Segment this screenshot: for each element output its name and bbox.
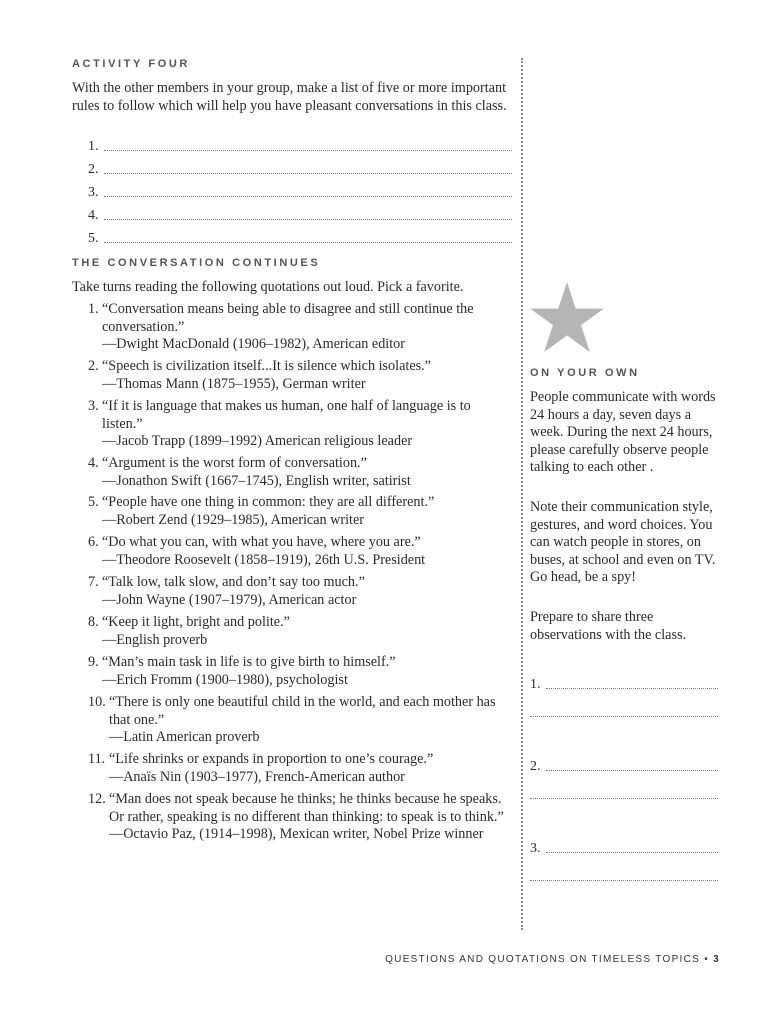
column-divider — [521, 58, 523, 930]
quote-item — [88, 791, 518, 844]
rule-line-5 — [88, 230, 512, 247]
rule-line-4 — [88, 207, 512, 224]
conversation-heading: THE CONVERSATION CONTINUES — [72, 257, 321, 269]
quote-text: “Man’s main task in life is to give birth to himself.” — [102, 654, 396, 670]
quote-attribution: —Latin American proverb — [109, 729, 260, 745]
quote-text: “Conversation means being able to disagree and still continue the conversation.” — [102, 301, 474, 335]
quote-number: 9. — [88, 654, 99, 670]
footer-title: QUESTIONS AND QUOTATIONS ON TIMELESS TOPICS — [385, 954, 701, 965]
quote-attribution: —Jonathon Swift (1667–1745), English writer, satirist — [102, 472, 411, 489]
quote-attribution: —Theodore Roosevelt (1858–1919), 26th U.S. President — [102, 551, 426, 568]
quote-text: “People have one thing in common: they are all different.” — [102, 494, 435, 510]
quote-item — [88, 574, 508, 609]
quote-item — [88, 358, 508, 393]
activity-instructions: With the other members in your group, make a list of five or more important rules to follow which will help you have pleasant conversations in this class. — [72, 80, 507, 114]
quote-number: 5. — [88, 494, 99, 510]
quote-attribution: —Thomas Mann (1875–1955), German writer — [102, 375, 366, 392]
quote-item — [88, 751, 508, 786]
quote-text: “There is only one beautiful child in the world, and each mother has that one.” — [109, 694, 496, 728]
quote-item — [88, 301, 508, 354]
quote-attribution: —Jacob Trapp (1899–1992) American religious leader — [102, 433, 413, 449]
page-number: 3 — [713, 954, 720, 965]
quote-item — [88, 614, 508, 649]
rule-number: 4. — [88, 208, 99, 223]
observation-continuation-line — [530, 798, 718, 803]
rule-number: 5. — [88, 231, 99, 246]
quote-text: “If it is language that makes us human, one half of language is to listen.” — [102, 398, 471, 432]
page-footer — [385, 954, 720, 965]
quote-item — [88, 494, 508, 529]
observation-number: 3. — [530, 841, 541, 856]
on-your-own-heading: ON YOUR OWN — [530, 367, 640, 379]
rule-line-1 — [88, 138, 512, 155]
quote-item — [88, 534, 508, 569]
conversation-intro: Take turns reading the following quotations out loud. Pick a favorite. — [72, 279, 464, 295]
rule-number: 1. — [88, 139, 99, 154]
rule-number: 3. — [88, 185, 99, 200]
star-icon — [530, 282, 604, 352]
quote-item — [88, 654, 508, 689]
quote-number: 2. — [88, 358, 99, 374]
sidebar-paragraph: People communicate with words 24 hours a day, seven days a week. During the next 24 hours, please carefully observe people talking to each other . — [530, 389, 716, 475]
quote-text: “Do what you can, with what you have, where you are.” — [102, 534, 421, 550]
quote-number: 7. — [88, 574, 99, 590]
rule-line-3 — [88, 184, 512, 201]
quote-item — [88, 455, 508, 490]
quote-number: 4. — [88, 455, 99, 471]
observation-continuation-line — [530, 716, 718, 721]
rule-number: 2. — [88, 162, 99, 177]
quote-text: “Speech is civilization itself...It is silence which isolates.” — [102, 358, 431, 374]
quote-item — [88, 398, 508, 451]
quote-text: “Keep it light, bright and polite.” — [102, 614, 290, 630]
quote-number: 11. — [88, 751, 106, 767]
quote-number: 3. — [88, 398, 99, 414]
quote-attribution: —Anaïs Nin (1903–1977), French-American author — [109, 768, 405, 785]
quote-item — [88, 694, 508, 747]
activity-heading: ACTIVITY FOUR — [72, 58, 190, 70]
quote-text: “Man does not speak because he thinks; he thinks because he speaks. Or rather, speaking is no different than thinking: to speak is to think.” — [109, 791, 504, 825]
observation-line-2 — [530, 758, 718, 775]
sidebar-paragraph: Prepare to share three observations with the class. — [530, 609, 687, 643]
observation-continuation-line — [530, 880, 718, 885]
quote-text: “Life shrinks or expands in proportion to one’s courage.” — [109, 751, 434, 767]
quote-attribution: —Erich Fromm (1900–1980), psychologist — [102, 671, 348, 688]
quote-number: 8. — [88, 614, 99, 630]
observation-line-3 — [530, 840, 718, 857]
quote-number: 6. — [88, 534, 99, 550]
quote-attribution: —John Wayne (1907–1979), American actor — [102, 591, 357, 608]
sidebar-paragraph: Note their communication style, gestures, and word choices. You can watch people in stores, on buses, at school and even on TV. Go head, be a spy! — [530, 499, 716, 585]
observation-number: 2. — [530, 759, 541, 774]
quote-text: “Talk low, talk slow, and don’t say too much.” — [102, 574, 365, 590]
quote-text: “Argument is the worst form of conversation.” — [102, 455, 367, 471]
quote-number: 10. — [88, 694, 106, 710]
quote-number: 12. — [88, 791, 106, 807]
quote-attribution: —English proverb — [102, 631, 208, 648]
quote-attribution: —Dwight MacDonald (1906–1982), American editor — [102, 336, 405, 352]
quote-number: 1. — [88, 301, 99, 317]
footer-separator: • — [704, 954, 710, 965]
quote-attribution: —Octavio Paz, (1914–1998), Mexican writer, Nobel Prize winner — [109, 826, 484, 842]
observation-number: 1. — [530, 677, 541, 692]
quote-attribution: —Robert Zend (1929–1985), American writer — [102, 511, 365, 528]
rule-line-2 — [88, 161, 512, 178]
observation-line-1 — [530, 676, 718, 693]
